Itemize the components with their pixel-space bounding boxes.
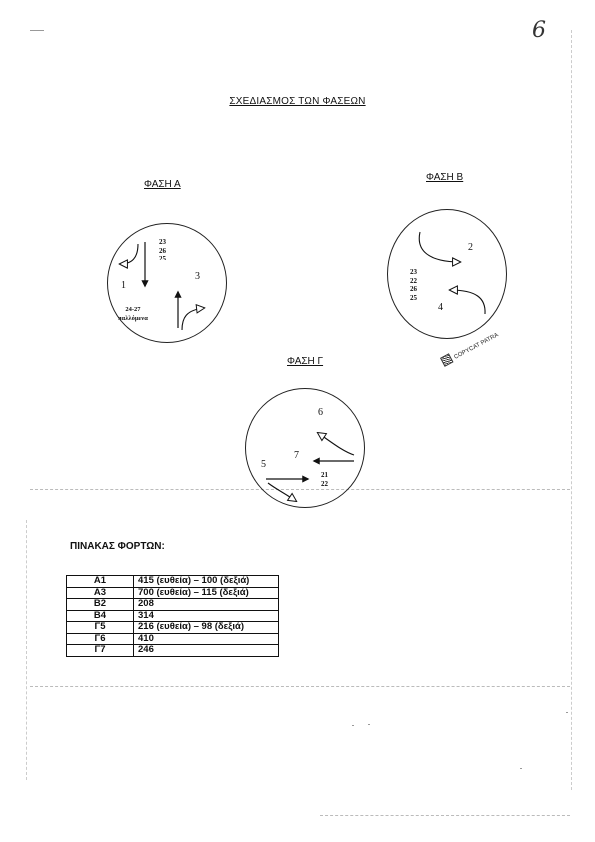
table-cell-value: 216 (ευθεία) – 98 (δεξιά) [134,622,279,634]
table-cell-value: 700 (ευθεία) – 115 (δεξιά) [134,587,279,599]
phase-b-stack-item: 22 [410,276,417,285]
table-row [67,599,279,611]
table-cell-value: 410 [134,633,279,645]
phase-a-label-3: 3 [195,271,200,282]
table-row [67,610,279,622]
load-table [66,575,279,657]
scan-dashed-line [320,815,570,816]
phase-a-note-line: 24-27 [125,306,141,313]
table-cell-key: Γ5 [67,622,134,634]
phase-b-stack-item: 23 [410,268,417,276]
phase-b-label-4: 4 [438,302,443,313]
speck [368,724,370,725]
page-number: 6 [532,18,546,43]
phase-a-left-arrow-1 [120,244,138,264]
table-cell-value: 246 [134,645,279,657]
phase-c-right-arrow-5 [268,483,296,501]
phase-c-label-7: 7 [294,450,299,461]
table-row [67,622,279,634]
phase-b-stack [410,268,417,302]
scan-edge-line [26,520,27,780]
phase-b-arrows [388,210,506,338]
stamp-logo-icon [440,353,454,367]
table-cell-value: 208 [134,599,279,611]
speck [566,712,568,713]
stamp-text: COPYCAT PATRA [453,332,500,361]
phase-a-circle [107,223,227,343]
phase-c-stack-item: 22 [321,479,328,488]
phase-b-turn-arrow-2 [419,232,460,262]
phase-a-label-1: 1 [121,280,126,291]
scan-edge-line [571,30,572,790]
phase-c-label-5: 5 [261,459,266,470]
phase-c-turn-arrow-6 [318,433,354,455]
table-row [67,645,279,657]
phase-a-stack-item: 23 [159,238,166,246]
phase-b-circle [387,209,507,339]
speck [352,725,354,726]
speck [520,768,522,769]
scan-dashed-line [30,686,570,687]
table-cell-value: 415 (ευθεία) – 100 (δεξιά) [134,576,279,588]
speck [30,30,44,31]
table-cell-key: Α3 [67,587,134,599]
phase-a-right-arrow-3 [182,308,204,330]
document-title: ΣΧΕΔΙΑΣΜΟΣ ΤΩΝ ΦΑΣΕΩΝ [229,96,366,107]
table-cell-key: Γ7 [67,645,134,657]
phase-b-stack-item: 26 [410,285,417,293]
phase-b-stack-item: 25 [410,293,417,302]
phase-a-stack-item: 25 [159,255,166,260]
phase-c-stack [321,471,328,488]
phase-b-title: ΦΑΣΗ Β [426,172,464,183]
phase-a-note [118,305,148,323]
phase-a-stack-item: 26 [159,246,166,255]
table-cell-key: Γ6 [67,633,134,645]
table-row [67,587,279,599]
phase-a-title: ΦΑΣΗ Α [144,179,181,190]
phase-c-arrows [246,389,364,507]
phase-c-title: ΦΑΣΗ Γ [287,356,324,367]
table-cell-value: 314 [134,610,279,622]
load-table-heading: ΠΙΝΑΚΑΣ ΦΟΡΤΩΝ: [70,541,165,552]
phase-c-circle [245,388,365,508]
table-cell-key: Β2 [67,599,134,611]
table-cell-key: Β4 [67,610,134,622]
phase-b-turn-arrow-4 [450,290,485,314]
table-cell-key: Α1 [67,576,134,588]
phase-a-stack [159,238,166,260]
table-row [67,633,279,645]
phase-c-stack-item: 21 [321,471,328,479]
phase-c-label-6: 6 [318,407,323,418]
phase-a-note-line: παλλόμενα [118,315,148,322]
table-row [67,576,279,588]
phase-b-label-2: 2 [468,242,473,253]
